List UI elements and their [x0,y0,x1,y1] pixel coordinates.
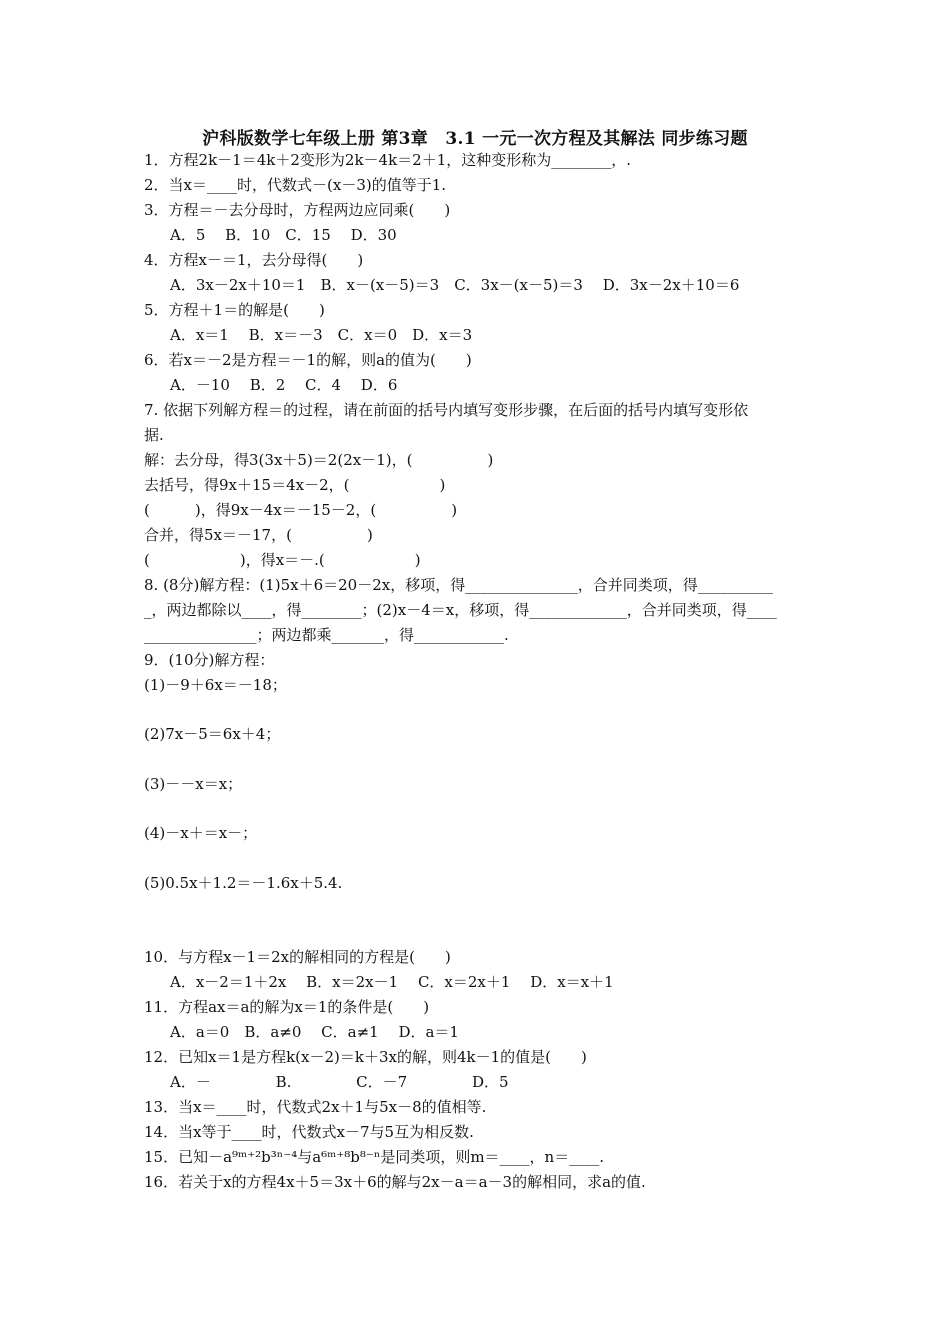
question-9-part-2: (2)7x－5＝6x＋4； [144,725,281,743]
question-1: 1．方程2k－1＝4k＋2变形为2k－4k＝2＋1，这种变形称为________，. [144,151,632,169]
question-8-cont-1: _，两边都除以____，得________；(2)x－4＝x，移项，得_____________，合并同类项，得____ [144,601,777,619]
question-7-step-2: 去括号，得9x＋15＝4x－2，( ) [144,476,446,494]
question-7-step-1: 解：去分母，得3(3x＋5)＝2(2x－1)，( ) [144,451,494,469]
question-5: 5．方程＋1＝的解是( ) [144,301,325,319]
question-9-part-4: (4)－x＋＝x－； [144,824,258,842]
question-11: 11．方程ax＝a的解为x＝1的条件是( ) [144,998,430,1016]
question-2: 2．当x＝____时，代数式－(x－3)的值等于1. [144,176,447,194]
question-10: 10．与方程x－1＝2x的解相同的方程是( ) [144,948,451,966]
question-9-part-1: (1)－9＋6x＝－18； [144,676,287,694]
question-9-part-3: (3)－－x＝x； [144,775,243,793]
question-7: 7. 依据下列解方程＝的过程，请在前面的括号内填写变形步骤，在后面的括号内填写变形依 [144,401,749,419]
question-7-step-3: ( )，得9x－4x＝－15－2，( ) [144,501,458,519]
question-5-options: A．x＝1 B．x＝－3 C．x＝0 D．x＝3 [170,326,473,344]
question-6: 6．若x＝－2是方程＝－1的解，则a的值为( ) [144,351,472,369]
question-7-step-5: ( )，得x＝－.( ) [144,551,421,569]
question-4-options: A．3x－2x＋10＝1 B．x－(x－5)＝3 C．3x－(x－5)＝3 D．3x－2x＋10＝6 [170,276,740,294]
question-14: 14．当x等于____时，代数式x－7与5互为相反数. [144,1123,474,1141]
question-3: 3．方程＝－去分母时，方程两边应同乘( ) [144,201,451,219]
question-12: 12．已知x＝1是方程k(x－2)＝k＋3x的解，则4k－1的值是( ) [144,1048,587,1066]
question-10-options: A．x－2＝1＋2x B．x＝2x－1 C．x＝2x＋1 D．x＝x＋1 [170,973,614,991]
question-9-part-5: (5)0.5x＋1.2＝－1.6x＋5.4. [144,874,343,892]
question-6-options: A．－10 B．2 C．4 D．6 [170,376,398,394]
question-11-options: A．a＝0 B．a≠0 C．a≠1 D．a＝1 [170,1023,459,1041]
question-7-step-4: 合并，得5x＝－17，( ) [144,526,373,544]
question-15: 15．已知－a⁹ᵐ⁺²b³ⁿ⁻⁴与a⁶ᵐ⁺⁸b⁸⁻ⁿ是同类项，则m＝____，n＝____. [144,1148,604,1166]
question-7-cont: 据. [144,426,164,444]
question-9: 9．(10分)解方程： [144,651,275,669]
question-12-options: A．－ B. C．－7 D．5 [170,1073,509,1091]
question-13: 13．当x＝____时，代数式2x＋1与5x－8的值相等. [144,1098,487,1116]
question-4: 4．方程x－＝1，去分母得( ) [144,251,364,269]
question-16: 16．若关于x的方程4x＋5＝3x＋6的解与2x－a＝a－3的解相同，求a的值. [144,1173,646,1191]
page-title: 沪科版数学七年级上册 第3章 3.1 一元一次方程及其解法 同步练习题 [202,129,748,149]
question-8-cont-2: _______________；两边都乘_______，得____________. [144,626,509,644]
question-3-options: A．5 B．10 C．15 D．30 [170,226,397,244]
question-8: 8. (8分)解方程：(1)5x＋6＝20－2x，移项，得_______________，合并同类项，得__________ [144,576,773,594]
